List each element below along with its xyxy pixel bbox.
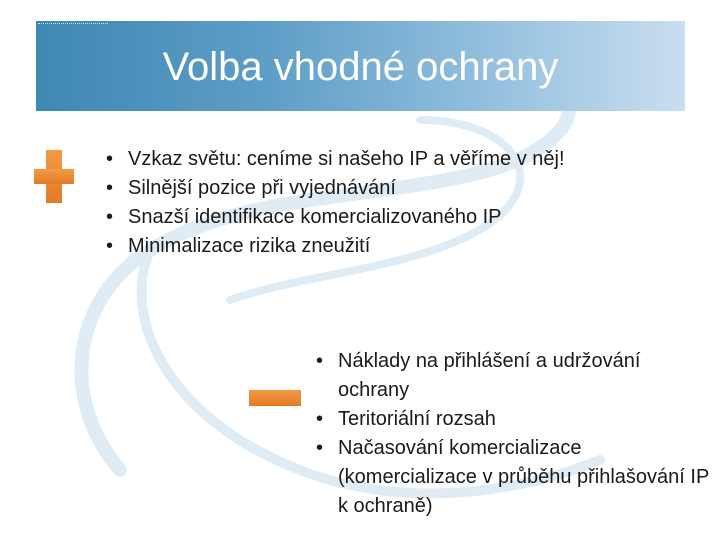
title-bar: [36, 21, 685, 111]
page-title: Volba vhodné ochrany: [162, 45, 559, 89]
list-item: • Silnější pozice při vyjednávání: [104, 174, 574, 203]
cons-list: [314, 347, 714, 521]
plus-icon: [34, 150, 74, 203]
list-item: • Vzkaz světu: ceníme si našeho IP a věříme v něj!: [104, 145, 574, 174]
minus-icon: [249, 390, 301, 406]
list-item: • Snazší identifikace komercializovaného IP: [104, 203, 574, 232]
list-item: • Minimalizace rizika zneužití: [104, 232, 574, 261]
list-item: • Teritoriální rozsah: [314, 405, 714, 434]
list-item: • Načasování komercializace (komercializace v průběhu přihlašování IP k ochraně): [314, 434, 714, 521]
list-item: • Náklady na přihlášení a udržování ochrany: [314, 347, 714, 405]
pros-list: [104, 145, 574, 261]
